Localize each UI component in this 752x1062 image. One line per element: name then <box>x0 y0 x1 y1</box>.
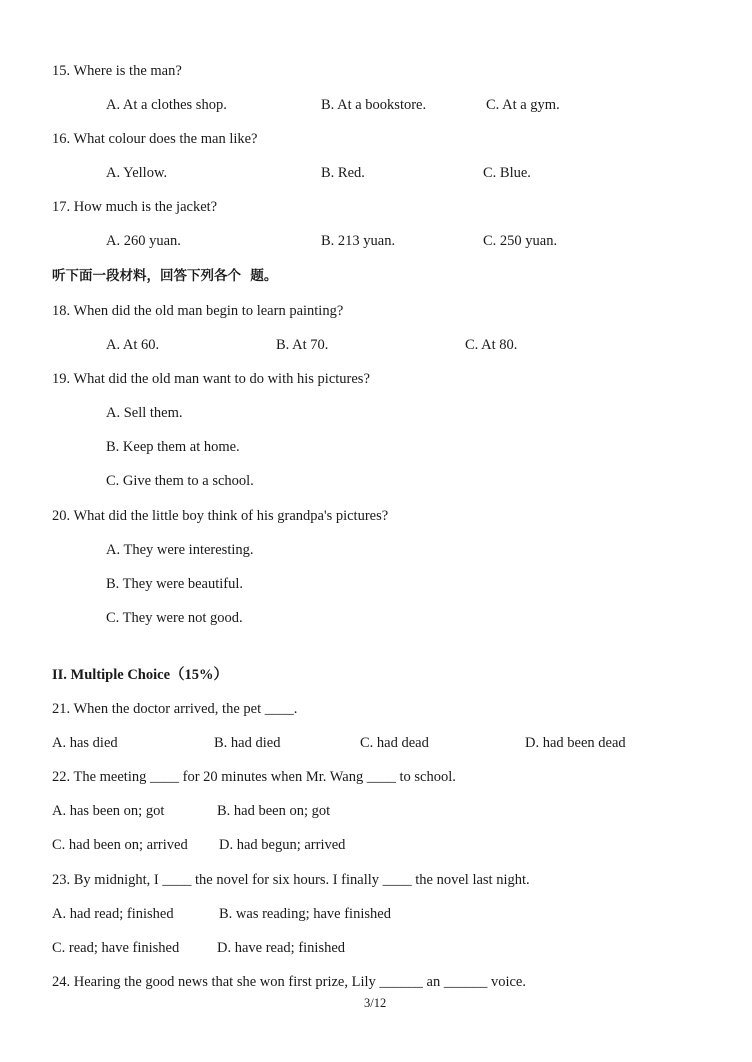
question-15: 15. Where is the man? <box>52 63 182 79</box>
option-19c: C. Give them to a school. <box>106 473 254 489</box>
option-19a: A. Sell them. <box>106 405 183 421</box>
option-18b: B. At 70. <box>276 337 329 353</box>
question-20: 20. What did the little boy think of his grandpa's pictures? <box>52 508 389 524</box>
option-17c: C. 250 yuan. <box>483 233 558 249</box>
question-23: 23. By midnight, I ____ the novel for six hours. I finally ____ the novel last night. <box>52 872 530 888</box>
option-21d: D. had been dead <box>525 735 626 751</box>
question-16: 16. What colour does the man like? <box>52 131 258 147</box>
option-19b: B. Keep them at home. <box>106 439 240 455</box>
option-16c: C. Blue. <box>483 165 531 181</box>
option-17b: B. 213 yuan. <box>321 233 396 249</box>
page-number: 3/12 <box>364 996 387 1010</box>
option-23a: A. had read; finished <box>52 906 174 922</box>
option-15b: B. At a bookstore. <box>321 97 427 113</box>
option-21a: A. has died <box>52 735 118 751</box>
question-18: 18. When did the old man begin to learn painting? <box>52 303 344 319</box>
option-23c: C. read; have finished <box>52 940 180 956</box>
option-21c: C. had dead <box>360 735 429 751</box>
question-19: 19. What did the old man want to do with his pictures? <box>52 371 370 387</box>
option-15c: C. At a gym. <box>486 97 560 113</box>
option-18a: A. At 60. <box>106 337 160 353</box>
question-17: 17. How much is the jacket? <box>52 199 218 215</box>
option-23b: B. was reading; have finished <box>219 906 391 922</box>
option-20b: B. They were beautiful. <box>106 576 244 592</box>
option-22c: C. had been on; arrived <box>52 837 188 853</box>
option-16b: B. Red. <box>321 165 365 181</box>
option-15a: A. At a clothes shop. <box>106 97 227 113</box>
option-22d: D. had begun; arrived <box>219 837 346 853</box>
question-21: 21. When the doctor arrived, the pet ____. <box>52 701 298 717</box>
section-instruction: 听下面一段材料，回答下列各个 题。 <box>52 268 278 284</box>
option-17a: A. 260 yuan. <box>106 233 181 249</box>
option-20a: A. They were interesting. <box>106 542 254 558</box>
option-16a: A. Yellow. <box>106 165 168 181</box>
option-23d: D. have read; finished <box>217 940 346 956</box>
option-22a: A. has been on; got <box>52 803 165 819</box>
section-heading: II. Multiple Choice（15%） <box>52 667 229 683</box>
question-22: 22. The meeting ____ for 20 minutes when Mr. Wang ____ to school. <box>52 769 456 785</box>
option-22b: B. had been on; got <box>217 803 331 819</box>
option-21b: B. had died <box>214 735 281 751</box>
option-20c: C. They were not good. <box>106 610 243 626</box>
question-24: 24. Hearing the good news that she won first prize, Lily ______ an ______ voice. <box>52 974 526 990</box>
option-18c: C. At 80. <box>465 337 518 353</box>
